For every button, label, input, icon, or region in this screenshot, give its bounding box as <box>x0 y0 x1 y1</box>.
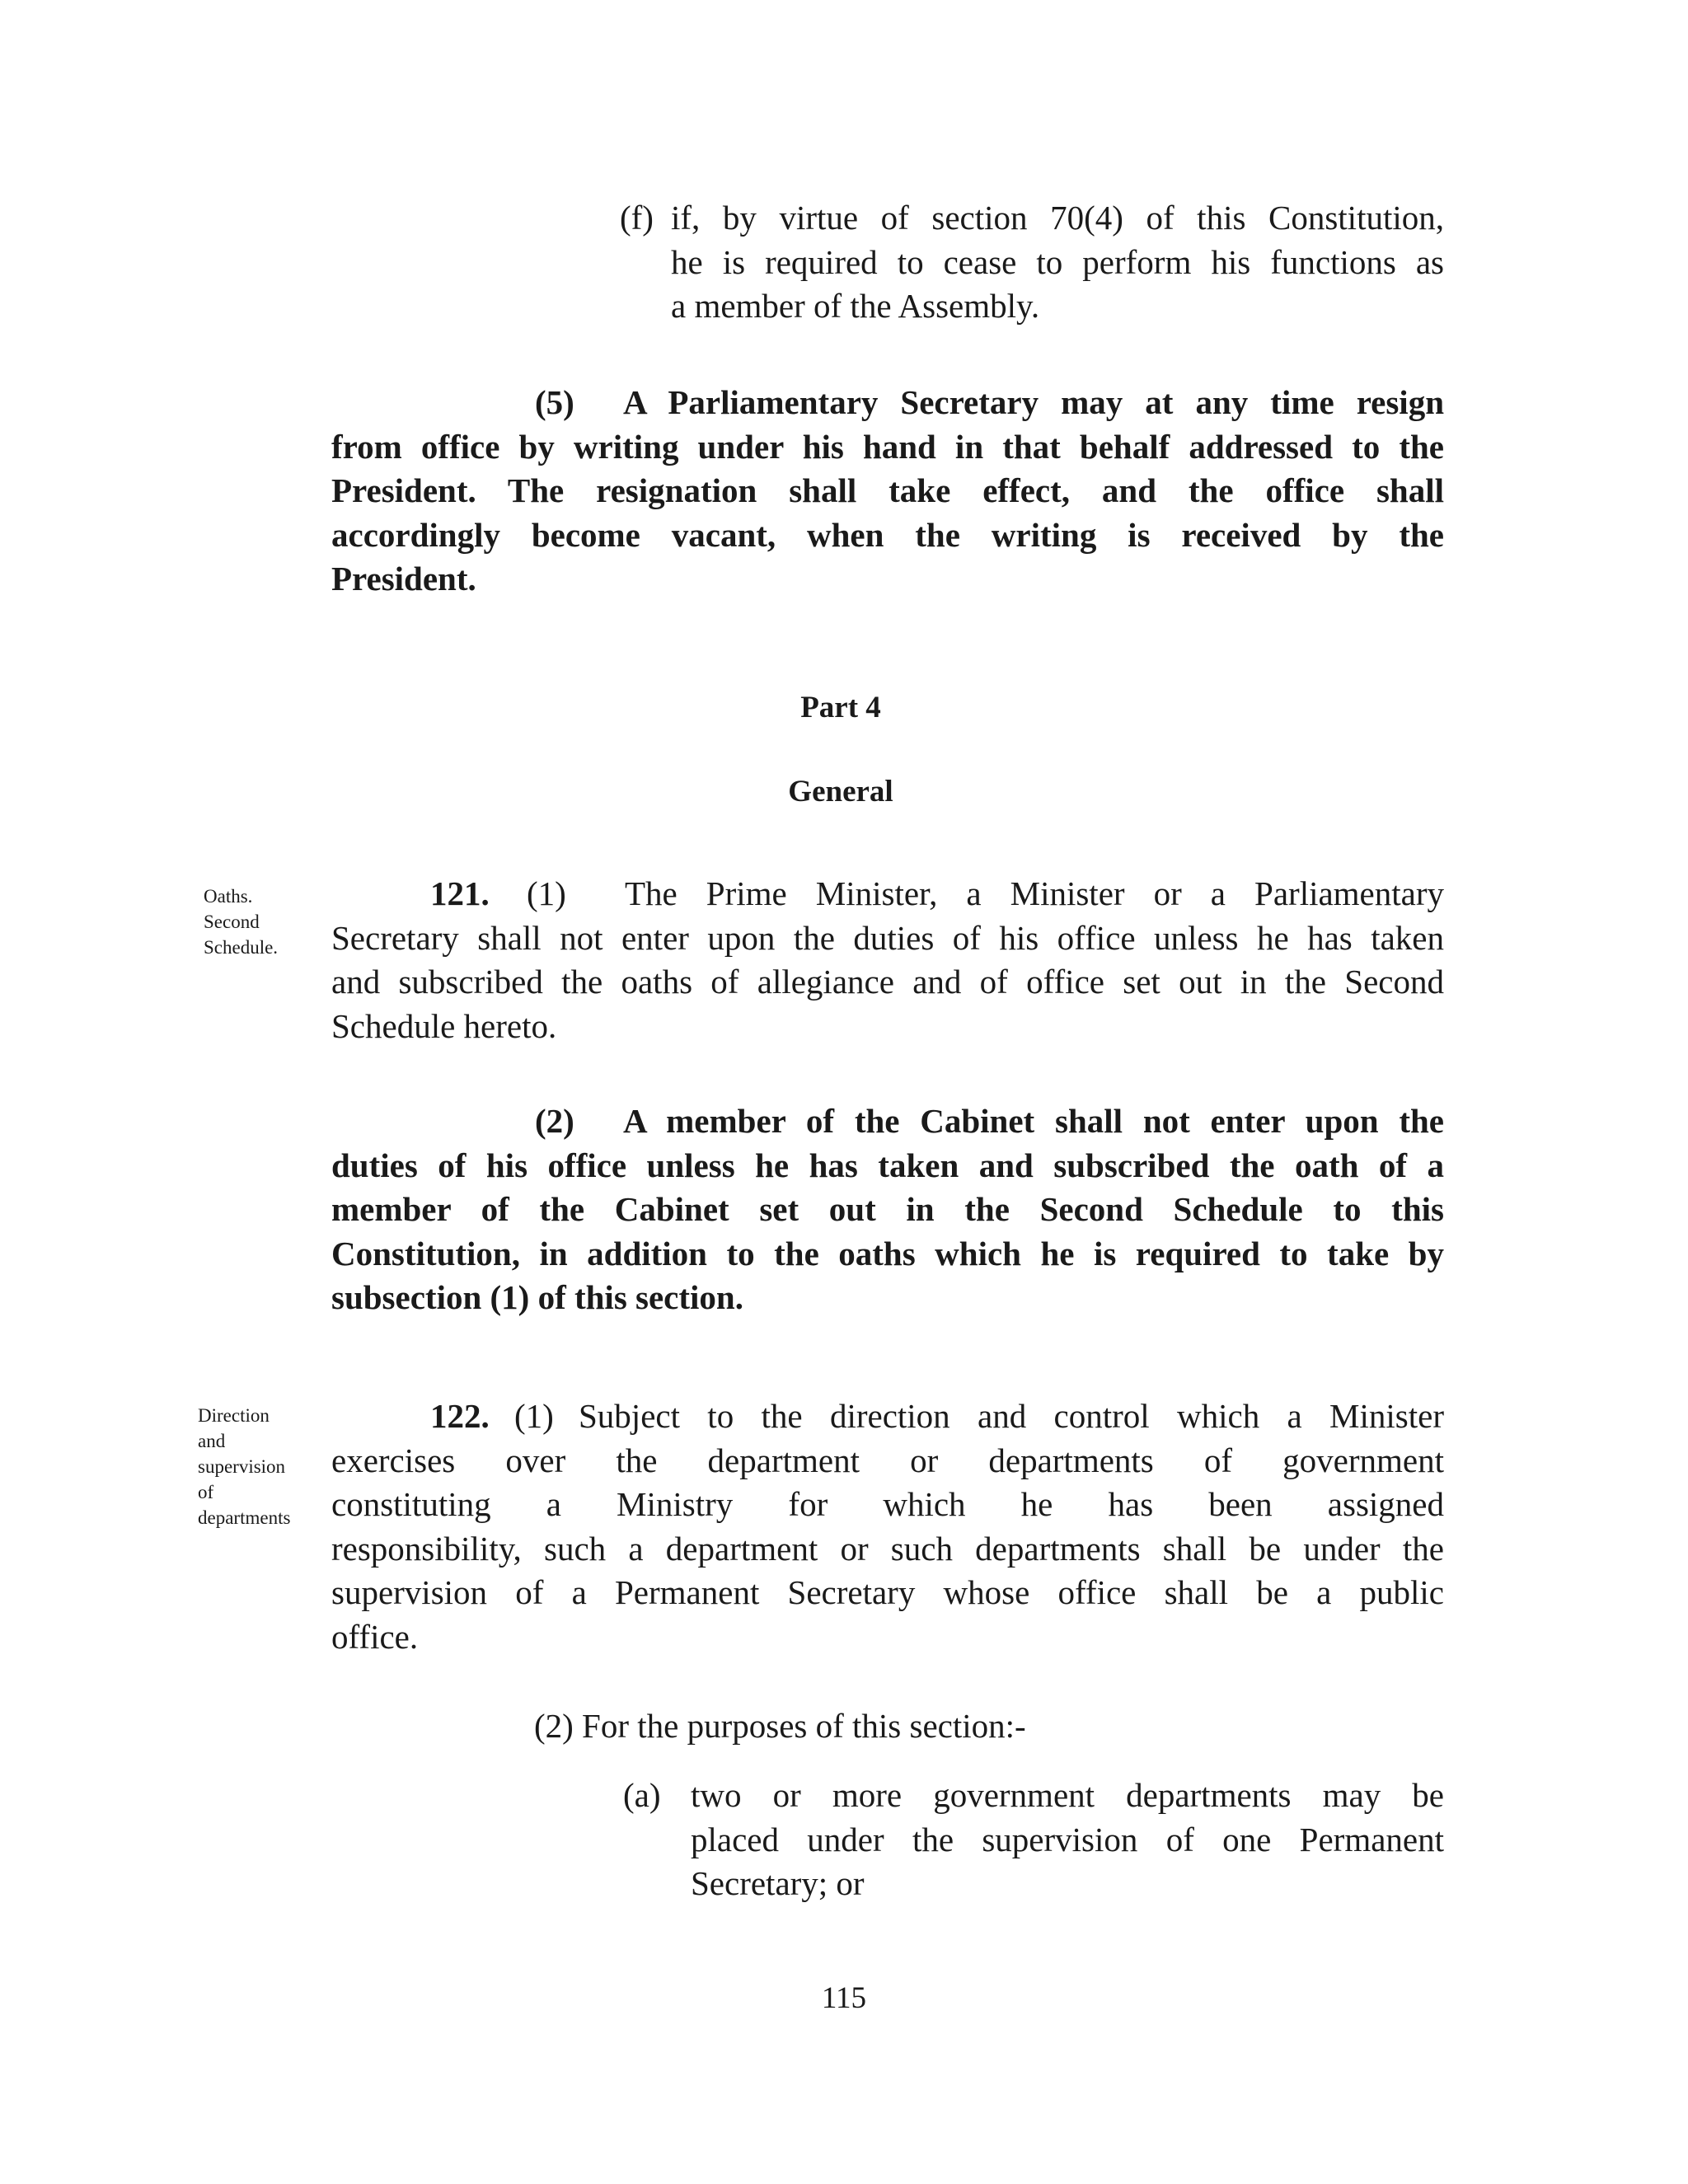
section-121-sub1-line: Schedule hereto. <box>331 1006 557 1045</box>
item-a-line: two or more government departments may be <box>691 1776 1444 1814</box>
margin-note-line: and <box>198 1431 226 1451</box>
section-121-sub1-line: and subscribed the oaths of allegiance and of office set out in the Second <box>331 963 1444 1001</box>
margin-note-line: supervision <box>198 1456 286 1477</box>
item-f-label: (f) <box>620 199 654 237</box>
page-number: 115 <box>821 1981 867 2015</box>
item-f-text <box>671 196 1444 329</box>
section-121-sub2-line: member of the Cabinet set out in the Second Schedule to this <box>331 1190 1444 1228</box>
section-122-sub1-line: exercises over the department or departments of government <box>331 1441 1444 1479</box>
item-a-label: (a) <box>623 1776 661 1814</box>
item-a-line: placed under the supervision of one Permanent <box>691 1820 1444 1858</box>
section-number: 122. <box>430 1397 490 1435</box>
margin-note-oaths <box>204 883 278 960</box>
subsection-label: (1) <box>514 1397 554 1435</box>
item-a-line: Secretary; or <box>691 1864 865 1902</box>
section-121-sub2-line: subsection (1) of this section. <box>331 1278 743 1316</box>
section-121-sub1 <box>331 872 1444 1048</box>
item-f-line: if, by virtue of section 70(4) of this Constitution, <box>671 199 1444 237</box>
subsection-5-line: President. <box>331 560 476 598</box>
subsection-5-line: accordingly become vacant, when the writing is received by the <box>331 515 1444 554</box>
subsection-label: (2) <box>535 1102 574 1140</box>
section-number: 121. <box>430 874 490 912</box>
subsection-label: (1) <box>527 874 566 912</box>
item-f-line: he is required to cease to perform his functions as <box>671 242 1444 281</box>
part-number: Part 4 <box>800 691 881 724</box>
subsection-5-line: A Parliamentary Secretary may at any time resign <box>623 383 1444 421</box>
subsection-5-line: President. The resignation shall take effect, and the office shall <box>331 471 1444 509</box>
subsection-5 <box>331 381 1444 602</box>
section-122-sub1-line: constituting a Ministry for which he has been assigned <box>331 1485 1444 1523</box>
section-122-sub1-line: office. <box>331 1617 419 1656</box>
margin-note-line: Second <box>204 912 260 932</box>
section-121-sub2-line: duties of his office unless he has taken and subscribed the oath of a <box>331 1146 1444 1184</box>
section-121-sub1-line: The Prime Minister, a Minister or a Parliamentary <box>625 874 1444 912</box>
section-121-sub2-line: A member of the Cabinet shall not enter upon the <box>623 1102 1444 1140</box>
part-title: General <box>788 775 893 808</box>
margin-note-line: Direction <box>198 1405 270 1426</box>
margin-note-line: Schedule. <box>204 937 279 958</box>
margin-note-line: departments <box>198 1507 291 1528</box>
section-121-sub1-line: Secretary shall not enter upon the duties of his office unless he has taken <box>331 918 1444 957</box>
margin-note-line: Oaths. <box>204 886 253 907</box>
section-122-sub1-line: responsibility, such a department or such departments shall be under the <box>331 1529 1444 1568</box>
subsection-5-label: (5) <box>535 383 574 421</box>
margin-note-line: of <box>198 1482 214 1502</box>
section-122-sub2: (2) For the purposes of this section:- <box>534 1707 1026 1745</box>
section-121-sub2-line: Constitution, in addition to the oaths which he is required to take by <box>331 1234 1444 1272</box>
section-122-sub1-line: Subject to the direction and control which a Minister <box>579 1397 1444 1435</box>
item-f-line: a member of the Assembly. <box>671 287 1040 325</box>
item-a-text <box>691 1774 1444 1906</box>
margin-note-direction <box>198 1403 290 1530</box>
section-122-sub1-line: supervision of a Permanent Secretary whose office shall be a public <box>331 1573 1444 1611</box>
section-121-sub2 <box>331 1099 1444 1320</box>
section-122-sub1 <box>331 1394 1444 1659</box>
subsection-5-line: from office by writing under his hand in that behalf addressed to the <box>331 427 1444 466</box>
